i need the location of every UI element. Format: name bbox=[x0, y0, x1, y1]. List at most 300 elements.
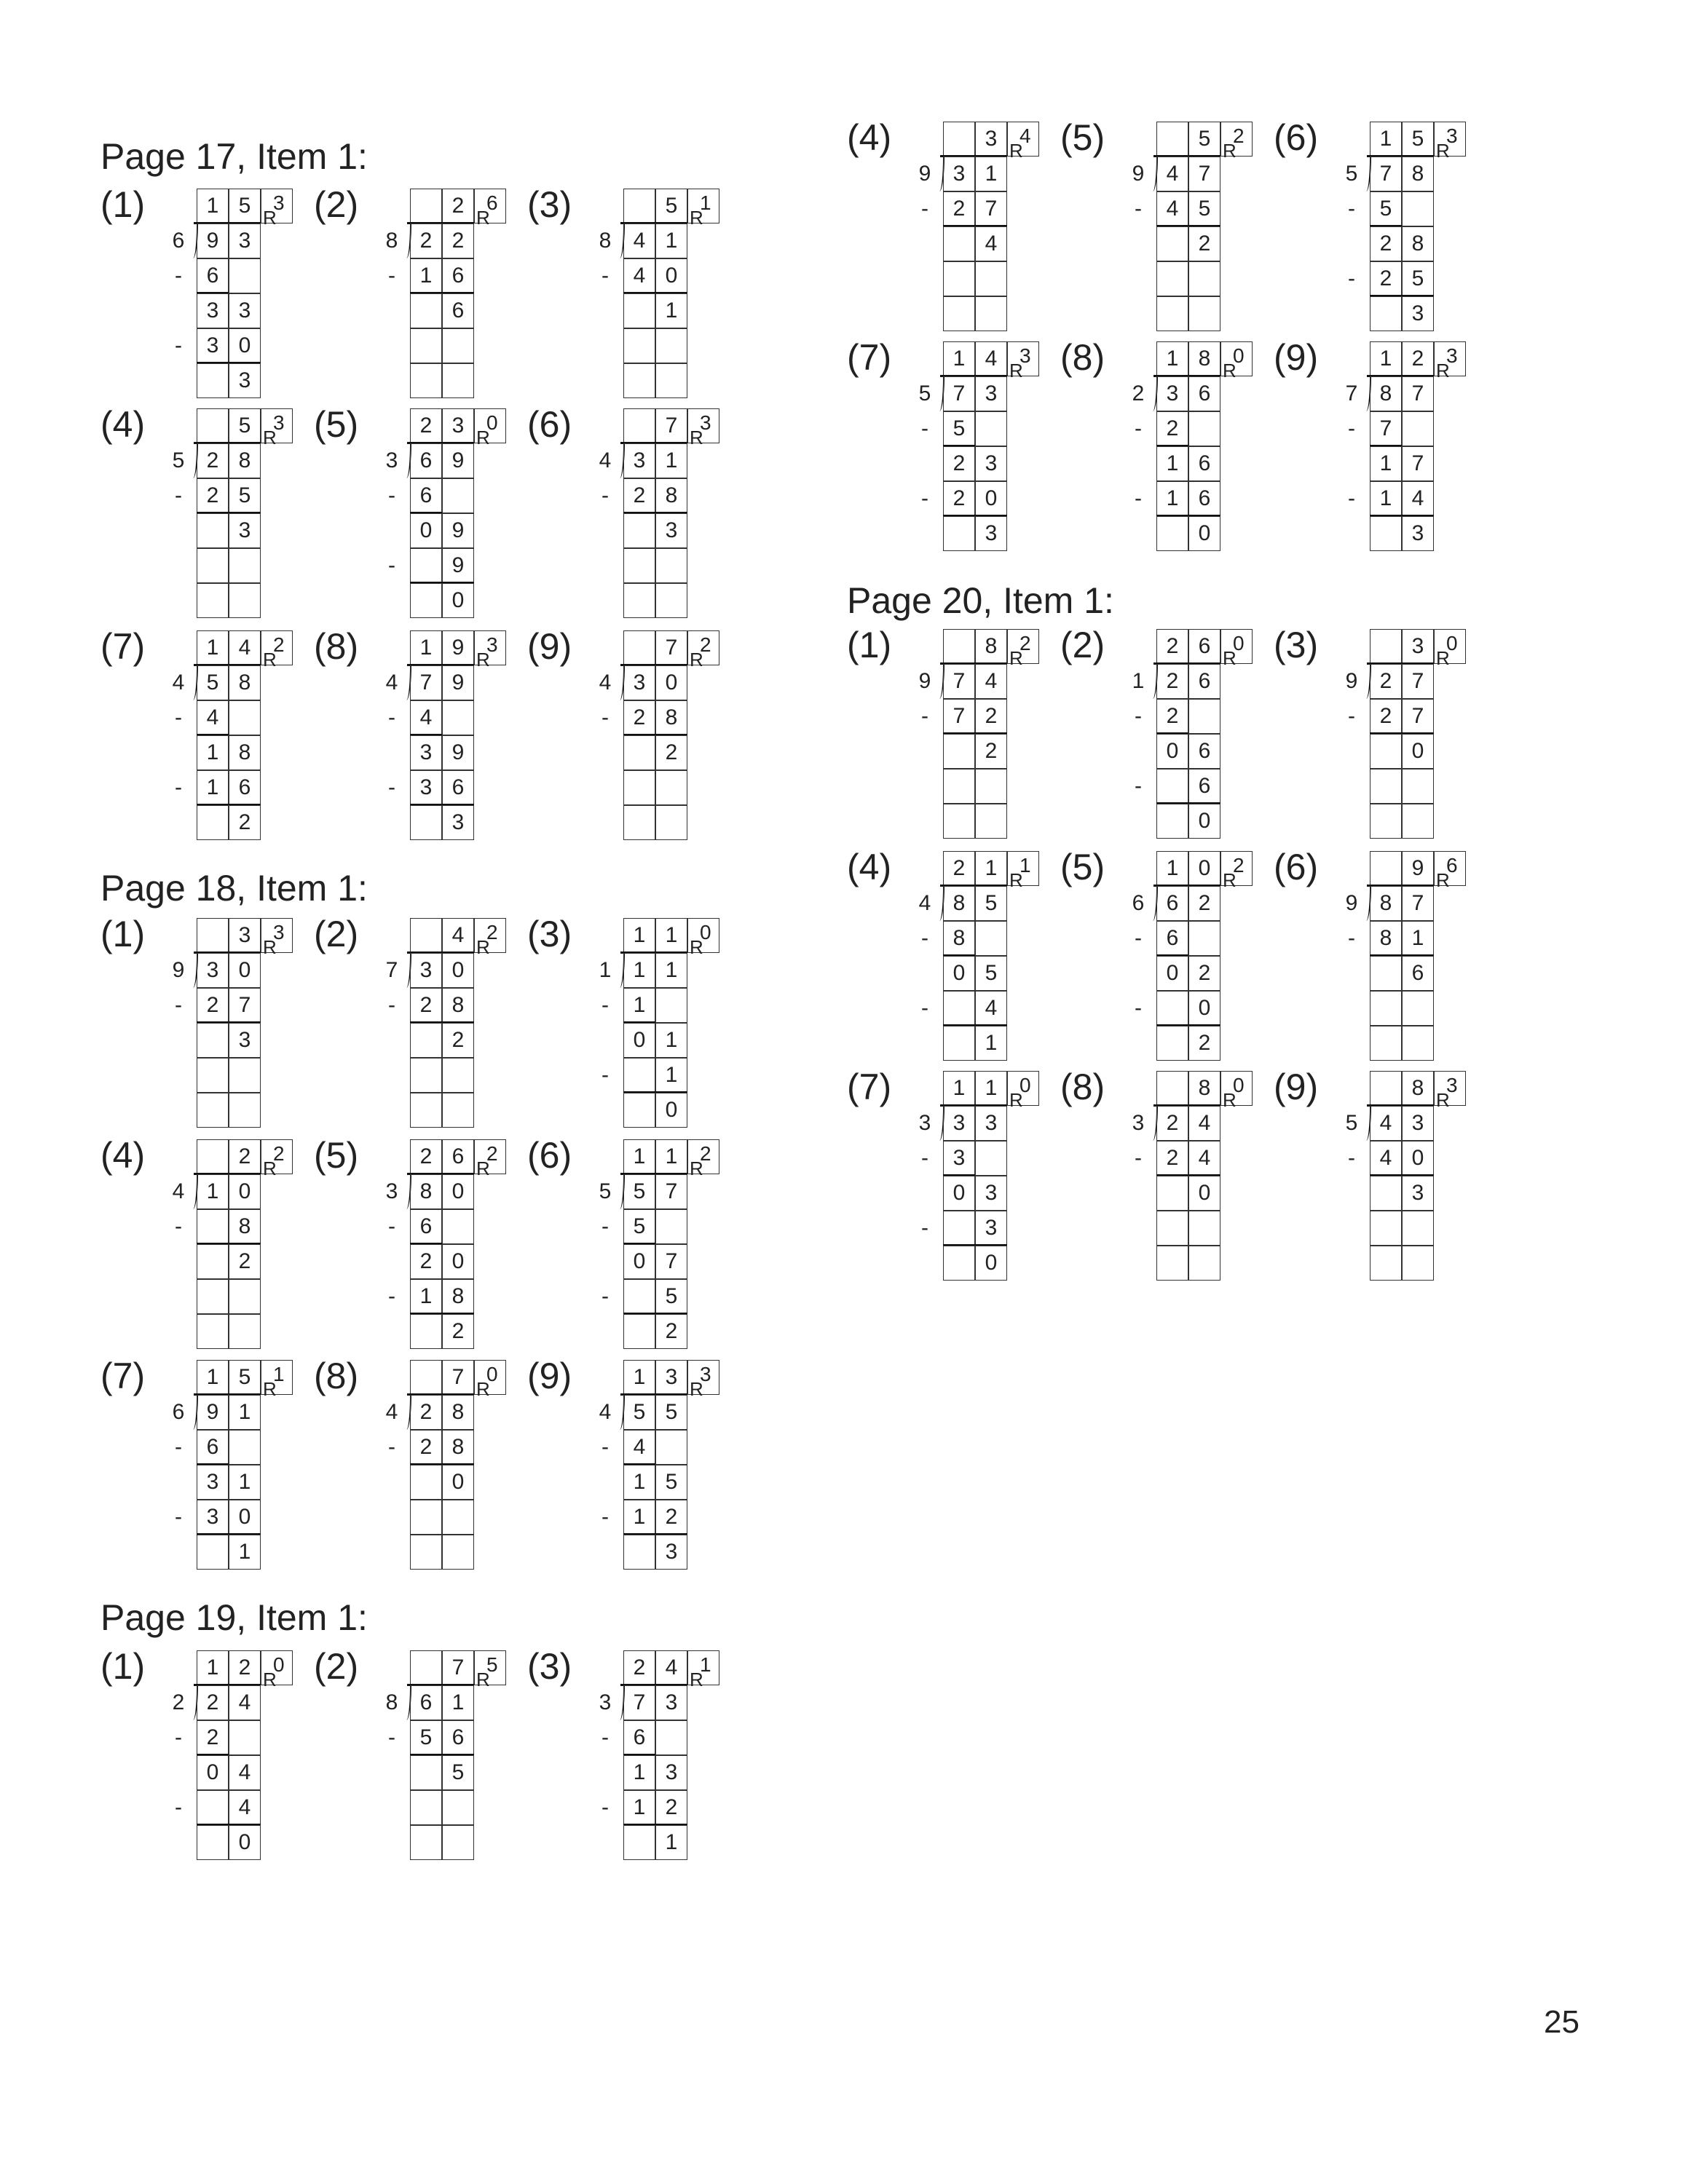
quotient-digit: 5 bbox=[1188, 122, 1220, 157]
remainder-box bbox=[261, 1650, 293, 1690]
quotient-digit bbox=[197, 918, 229, 953]
step-digit bbox=[1188, 1211, 1220, 1246]
problem-label: (9) bbox=[527, 626, 572, 667]
step-digit bbox=[623, 1535, 655, 1570]
remainder-value: 3 bbox=[486, 633, 498, 656]
remainder-value: 1 bbox=[700, 191, 711, 214]
step-digit bbox=[229, 1430, 261, 1465]
dividend-digit: 2 bbox=[410, 1395, 442, 1430]
step-digit: 3 bbox=[655, 513, 687, 548]
step-digit bbox=[229, 1093, 261, 1128]
step-digit: 3 bbox=[197, 1465, 229, 1500]
minus-sign: - bbox=[1348, 486, 1355, 510]
minus-sign: - bbox=[1135, 1146, 1142, 1170]
step-digit bbox=[943, 261, 975, 296]
step-digit: 4 bbox=[1402, 481, 1434, 516]
quotient-digit: 3 bbox=[442, 408, 474, 443]
quotient-digit: 1 bbox=[197, 1650, 229, 1685]
problem-label: (1) bbox=[847, 625, 892, 665]
step-digit bbox=[197, 1535, 229, 1570]
step-digit bbox=[1156, 804, 1188, 839]
step-digit bbox=[1370, 1026, 1402, 1061]
step-digit bbox=[623, 1825, 655, 1860]
remainder-value: 3 bbox=[1019, 344, 1031, 367]
remainder-r-label: R bbox=[1009, 869, 1023, 891]
step-digit: 2 bbox=[975, 734, 1007, 769]
long-division-problem bbox=[385, 189, 628, 407]
dividend-digit: 4 bbox=[623, 223, 655, 258]
divisor: 6 bbox=[172, 229, 185, 253]
divisor: 7 bbox=[385, 958, 398, 982]
dividend-digit: 8 bbox=[1402, 157, 1434, 191]
step-digit: 5 bbox=[1402, 261, 1434, 296]
long-division-problem bbox=[1132, 1071, 1375, 1289]
dividend-digit: 7 bbox=[943, 376, 975, 411]
long-division-problem bbox=[918, 341, 1162, 560]
problem-label: (5) bbox=[314, 1135, 359, 1176]
minus-sign: - bbox=[921, 1216, 928, 1240]
step-digit bbox=[655, 363, 687, 398]
remainder-value: 0 bbox=[1233, 344, 1245, 367]
quotient-digit: 4 bbox=[442, 918, 474, 953]
dividend-digit: 2 bbox=[410, 223, 442, 258]
remainder-value: 3 bbox=[273, 411, 285, 434]
long-division-problem bbox=[172, 918, 415, 1136]
long-division-problem bbox=[1345, 851, 1588, 1069]
remainder-r-label: R bbox=[1009, 360, 1023, 381]
remainder-r-label: R bbox=[1223, 140, 1237, 162]
minus-sign: - bbox=[388, 1435, 395, 1459]
remainder-value: 2 bbox=[1019, 632, 1031, 654]
long-division-problem bbox=[172, 1360, 415, 1578]
remainder-r-label: R bbox=[476, 1669, 490, 1690]
step-digit: 0 bbox=[943, 956, 975, 991]
quotient-digit: 5 bbox=[1402, 122, 1434, 157]
minus-sign: - bbox=[602, 1284, 609, 1308]
step-digit bbox=[197, 1093, 229, 1128]
minus-sign: - bbox=[921, 486, 928, 510]
long-division-problem bbox=[385, 1650, 628, 1869]
quotient-digit: 8 bbox=[1188, 1071, 1220, 1106]
dividend-digit: 8 bbox=[229, 665, 261, 700]
quotient-digit: 2 bbox=[410, 408, 442, 443]
step-digit bbox=[1188, 699, 1220, 734]
step-digit: 3 bbox=[1402, 516, 1434, 551]
step-digit bbox=[442, 700, 474, 735]
remainder-r-label: R bbox=[690, 1669, 703, 1690]
step-digit: 3 bbox=[975, 446, 1007, 481]
step-digit: 0 bbox=[975, 481, 1007, 516]
step-digit: 1 bbox=[975, 1026, 1007, 1061]
step-digit: 0 bbox=[1156, 956, 1188, 991]
step-digit: 1 bbox=[655, 293, 687, 328]
remainder-box bbox=[1434, 341, 1466, 381]
step-digit: 3 bbox=[229, 293, 261, 328]
remainder-value: 0 bbox=[1019, 1074, 1031, 1096]
quotient-digit: 1 bbox=[1156, 341, 1188, 376]
minus-sign: - bbox=[175, 333, 182, 357]
step-digit: 3 bbox=[655, 1535, 687, 1570]
divisor: 5 bbox=[1345, 162, 1358, 186]
step-digit bbox=[1156, 1026, 1188, 1061]
step-digit bbox=[623, 735, 655, 770]
problem-label: (4) bbox=[100, 404, 146, 445]
step-digit: 7 bbox=[1402, 699, 1434, 734]
remainder-box bbox=[1007, 122, 1039, 162]
step-digit bbox=[1402, 991, 1434, 1026]
minus-sign: - bbox=[175, 705, 182, 729]
remainder-box bbox=[687, 1650, 719, 1690]
step-digit: 0 bbox=[229, 328, 261, 363]
step-digit: 9 bbox=[442, 548, 474, 583]
divisor: 5 bbox=[918, 381, 931, 405]
long-division-problem bbox=[918, 122, 1162, 340]
long-division-problem bbox=[1345, 629, 1588, 847]
minus-sign: - bbox=[1348, 704, 1355, 728]
minus-sign: - bbox=[1135, 996, 1142, 1020]
remainder-box bbox=[474, 630, 506, 670]
problem-label: (6) bbox=[1274, 117, 1319, 158]
dividend-digit: 7 bbox=[1402, 886, 1434, 921]
dividend-digit: 7 bbox=[1188, 157, 1220, 191]
step-digit bbox=[229, 1058, 261, 1093]
step-digit: 2 bbox=[655, 1500, 687, 1535]
step-digit: 6 bbox=[442, 293, 474, 328]
step-digit: 1 bbox=[623, 988, 655, 1023]
step-digit bbox=[1370, 734, 1402, 769]
remainder-value: 5 bbox=[486, 1653, 498, 1676]
step-digit: 6 bbox=[229, 770, 261, 805]
step-digit bbox=[623, 1093, 655, 1128]
divisor: 3 bbox=[1132, 1111, 1145, 1135]
step-digit bbox=[1402, 191, 1434, 226]
step-digit bbox=[442, 1825, 474, 1860]
quotient-digit: 2 bbox=[229, 1139, 261, 1174]
step-digit: 5 bbox=[975, 956, 1007, 991]
step-digit: 4 bbox=[1370, 1141, 1402, 1176]
remainder-value: 2 bbox=[486, 1142, 498, 1165]
step-digit: 2 bbox=[410, 988, 442, 1023]
divisor: 3 bbox=[385, 1179, 398, 1203]
step-digit bbox=[442, 478, 474, 513]
remainder-r-label: R bbox=[476, 1378, 490, 1400]
step-digit: 2 bbox=[943, 191, 975, 226]
problem-label: (5) bbox=[1060, 847, 1105, 887]
step-digit: 0 bbox=[1188, 804, 1220, 839]
step-digit bbox=[197, 1244, 229, 1279]
step-digit: 2 bbox=[655, 1790, 687, 1825]
step-digit bbox=[197, 805, 229, 840]
step-digit bbox=[1370, 296, 1402, 331]
remainder-box bbox=[687, 1139, 719, 1179]
divisor: 6 bbox=[1132, 891, 1145, 915]
step-digit: 8 bbox=[229, 735, 261, 770]
remainder-r-label: R bbox=[1223, 1089, 1237, 1111]
step-digit bbox=[1156, 1176, 1188, 1211]
long-division-problem bbox=[385, 1139, 628, 1358]
quotient-digit: 9 bbox=[442, 630, 474, 665]
remainder-r-label: R bbox=[263, 1378, 277, 1400]
quotient-digit: 2 bbox=[442, 189, 474, 223]
step-digit: 4 bbox=[623, 1430, 655, 1465]
step-digit bbox=[1370, 769, 1402, 804]
problem-label: (4) bbox=[847, 117, 892, 158]
step-digit: 3 bbox=[197, 328, 229, 363]
remainder-value: 1 bbox=[273, 1363, 285, 1385]
quotient-digit: 1 bbox=[623, 918, 655, 953]
step-digit: 2 bbox=[442, 1023, 474, 1058]
dividend-digit: 3 bbox=[943, 157, 975, 191]
long-division-problem bbox=[918, 1071, 1162, 1289]
problem-label: (8) bbox=[314, 626, 359, 667]
divisor: 1 bbox=[599, 958, 612, 982]
problem-label: (1) bbox=[100, 914, 146, 954]
problem-label: (4) bbox=[847, 847, 892, 887]
step-digit: 6 bbox=[623, 1720, 655, 1755]
step-digit: 4 bbox=[1156, 191, 1188, 226]
step-digit bbox=[975, 261, 1007, 296]
step-digit: 3 bbox=[410, 735, 442, 770]
step-digit bbox=[655, 583, 687, 618]
quotient-digit: 3 bbox=[1402, 629, 1434, 664]
step-digit: 5 bbox=[1370, 191, 1402, 226]
dividend-digit: 1 bbox=[442, 1685, 474, 1720]
step-digit bbox=[229, 1279, 261, 1314]
remainder-value: 0 bbox=[486, 1363, 498, 1385]
step-digit bbox=[410, 1465, 442, 1500]
step-digit: 6 bbox=[1188, 446, 1220, 481]
quotient-digit: 8 bbox=[975, 629, 1007, 664]
divisor: 9 bbox=[172, 958, 185, 982]
step-digit: 2 bbox=[1370, 226, 1402, 261]
step-digit: 1 bbox=[1402, 921, 1434, 956]
quotient-digit bbox=[1370, 851, 1402, 886]
divisor: 8 bbox=[599, 229, 612, 253]
step-digit: 9 bbox=[442, 735, 474, 770]
quotient-digit: 7 bbox=[655, 630, 687, 665]
step-digit: 5 bbox=[943, 411, 975, 446]
dividend-digit: 7 bbox=[943, 664, 975, 699]
minus-sign: - bbox=[175, 993, 182, 1017]
long-division-problem bbox=[599, 1139, 842, 1358]
step-digit: 7 bbox=[1402, 446, 1434, 481]
remainder-value: 0 bbox=[486, 411, 498, 434]
remainder-r-label: R bbox=[690, 427, 703, 448]
remainder-value: 0 bbox=[273, 1653, 285, 1676]
quotient-digit: 6 bbox=[1188, 629, 1220, 664]
minus-sign: - bbox=[602, 1505, 609, 1529]
long-division-problem bbox=[385, 918, 628, 1136]
dividend-digit: 1 bbox=[197, 1174, 229, 1209]
step-digit: 7 bbox=[1370, 411, 1402, 446]
dividend-digit: 3 bbox=[410, 953, 442, 988]
step-digit: 0 bbox=[410, 513, 442, 548]
step-digit: 1 bbox=[229, 1535, 261, 1570]
step-digit: 3 bbox=[229, 363, 261, 398]
step-digit: 5 bbox=[442, 1755, 474, 1790]
step-digit bbox=[1156, 991, 1188, 1026]
problem-label: (9) bbox=[527, 1356, 572, 1396]
step-digit: 1 bbox=[655, 1825, 687, 1860]
dividend-digit: 0 bbox=[229, 953, 261, 988]
quotient-digit: 2 bbox=[1156, 629, 1188, 664]
dividend-digit: 1 bbox=[655, 443, 687, 478]
quotient-digit: 1 bbox=[943, 1071, 975, 1106]
dividend-digit: 8 bbox=[1370, 886, 1402, 921]
step-digit: 3 bbox=[442, 805, 474, 840]
minus-sign: - bbox=[602, 1795, 609, 1819]
minus-sign: - bbox=[1135, 416, 1142, 440]
step-digit bbox=[1156, 1246, 1188, 1281]
dividend-digit: 4 bbox=[1370, 1106, 1402, 1141]
step-digit bbox=[197, 513, 229, 548]
step-digit: 0 bbox=[1188, 991, 1220, 1026]
step-digit: 2 bbox=[623, 478, 655, 513]
remainder-box bbox=[1434, 629, 1466, 669]
dividend-digit: 0 bbox=[229, 1174, 261, 1209]
dividend-digit: 5 bbox=[623, 1174, 655, 1209]
step-digit bbox=[655, 1720, 687, 1755]
remainder-r-label: R bbox=[1223, 360, 1237, 381]
step-digit bbox=[1370, 1176, 1402, 1211]
step-digit: 1 bbox=[623, 1790, 655, 1825]
dividend-digit: 4 bbox=[229, 1685, 261, 1720]
step-digit: 1 bbox=[623, 1755, 655, 1790]
step-digit bbox=[1370, 804, 1402, 839]
divisor: 9 bbox=[918, 669, 931, 693]
step-digit: 1 bbox=[655, 1058, 687, 1093]
step-digit bbox=[623, 1314, 655, 1349]
remainder-value: 0 bbox=[700, 921, 711, 943]
remainder-r-label: R bbox=[1436, 647, 1450, 669]
minus-sign: - bbox=[602, 993, 609, 1017]
divisor: 4 bbox=[385, 1400, 398, 1424]
quotient-digit bbox=[623, 408, 655, 443]
dividend-digit: 2 bbox=[197, 1685, 229, 1720]
dividend-digit: 9 bbox=[197, 1395, 229, 1430]
quotient-digit bbox=[943, 122, 975, 157]
problem-label: (5) bbox=[1060, 117, 1105, 158]
step-digit bbox=[410, 1755, 442, 1790]
dividend-digit: 3 bbox=[655, 1685, 687, 1720]
step-digit bbox=[442, 363, 474, 398]
step-digit bbox=[655, 1430, 687, 1465]
minus-sign: - bbox=[175, 1214, 182, 1238]
remainder-value: 6 bbox=[486, 191, 498, 214]
remainder-value: 2 bbox=[700, 633, 711, 656]
step-digit bbox=[623, 293, 655, 328]
dividend-digit: 6 bbox=[1156, 886, 1188, 921]
minus-sign: - bbox=[602, 1725, 609, 1749]
dividend-digit: 5 bbox=[623, 1395, 655, 1430]
step-digit bbox=[1370, 956, 1402, 991]
dividend-digit: 7 bbox=[623, 1685, 655, 1720]
dividend-digit: 2 bbox=[1370, 664, 1402, 699]
problem-label: (8) bbox=[314, 1356, 359, 1396]
dividend-digit: 7 bbox=[1370, 157, 1402, 191]
step-digit: 6 bbox=[1188, 481, 1220, 516]
quotient-digit: 1 bbox=[943, 341, 975, 376]
long-division-problem bbox=[385, 1360, 628, 1578]
minus-sign: - bbox=[1135, 197, 1142, 221]
remainder-r-label: R bbox=[690, 936, 703, 958]
step-digit: 1 bbox=[197, 770, 229, 805]
quotient-digit: 5 bbox=[655, 189, 687, 223]
quotient-digit: 3 bbox=[229, 918, 261, 953]
step-digit: 0 bbox=[442, 583, 474, 618]
step-digit: 0 bbox=[197, 1755, 229, 1790]
dividend-digit: 6 bbox=[1188, 664, 1220, 699]
problem-label: (3) bbox=[1274, 625, 1319, 665]
step-digit: 6 bbox=[442, 770, 474, 805]
problem-label: (2) bbox=[314, 1646, 359, 1687]
step-digit: 7 bbox=[975, 191, 1007, 226]
problem-label: (8) bbox=[1060, 337, 1105, 378]
step-digit: 4 bbox=[975, 226, 1007, 261]
step-digit: 8 bbox=[1402, 226, 1434, 261]
problem-label: (2) bbox=[1060, 625, 1105, 665]
remainder-box bbox=[1434, 122, 1466, 162]
step-digit: 2 bbox=[1370, 261, 1402, 296]
remainder-r-label: R bbox=[476, 649, 490, 670]
quotient-digit: 8 bbox=[1402, 1071, 1434, 1106]
step-digit bbox=[623, 583, 655, 618]
divisor: 2 bbox=[1132, 381, 1145, 405]
problem-label: (7) bbox=[847, 1067, 892, 1107]
step-digit bbox=[975, 296, 1007, 331]
quotient-digit: 1 bbox=[197, 189, 229, 223]
remainder-box bbox=[687, 408, 719, 448]
step-digit bbox=[442, 1535, 474, 1570]
step-digit bbox=[655, 805, 687, 840]
step-digit bbox=[197, 1058, 229, 1093]
step-digit bbox=[410, 1535, 442, 1570]
problem-label: (7) bbox=[100, 626, 146, 667]
dividend-digit: 1 bbox=[229, 1395, 261, 1430]
long-division-problem bbox=[599, 1360, 842, 1578]
dividend-digit: 1 bbox=[623, 953, 655, 988]
remainder-box bbox=[474, 1650, 506, 1690]
step-digit bbox=[1188, 1246, 1220, 1281]
step-digit: 2 bbox=[197, 478, 229, 513]
remainder-box bbox=[261, 1139, 293, 1179]
step-digit bbox=[229, 258, 261, 293]
minus-sign: - bbox=[602, 483, 609, 507]
divisor: 3 bbox=[918, 1111, 931, 1135]
remainder-value: 2 bbox=[700, 1142, 711, 1165]
long-division-problem bbox=[1345, 122, 1588, 340]
dividend-digit: 5 bbox=[655, 1395, 687, 1430]
problem-label: (5) bbox=[314, 404, 359, 445]
step-digit: 8 bbox=[1370, 921, 1402, 956]
divisor: 8 bbox=[385, 229, 398, 253]
step-digit: 3 bbox=[975, 1211, 1007, 1246]
minus-sign: - bbox=[388, 1725, 395, 1749]
quotient-digit: 5 bbox=[229, 1360, 261, 1395]
divisor: 4 bbox=[385, 670, 398, 695]
step-digit: 4 bbox=[229, 1790, 261, 1825]
dividend-digit: 7 bbox=[1402, 664, 1434, 699]
divisor: 3 bbox=[599, 1690, 612, 1714]
minus-sign: - bbox=[388, 705, 395, 729]
step-digit: 6 bbox=[1402, 956, 1434, 991]
step-digit: 8 bbox=[442, 988, 474, 1023]
remainder-box bbox=[1434, 1071, 1466, 1111]
dividend-digit: 2 bbox=[442, 223, 474, 258]
minus-sign: - bbox=[175, 1725, 182, 1749]
step-digit: 6 bbox=[197, 258, 229, 293]
step-digit: 7 bbox=[655, 1244, 687, 1279]
